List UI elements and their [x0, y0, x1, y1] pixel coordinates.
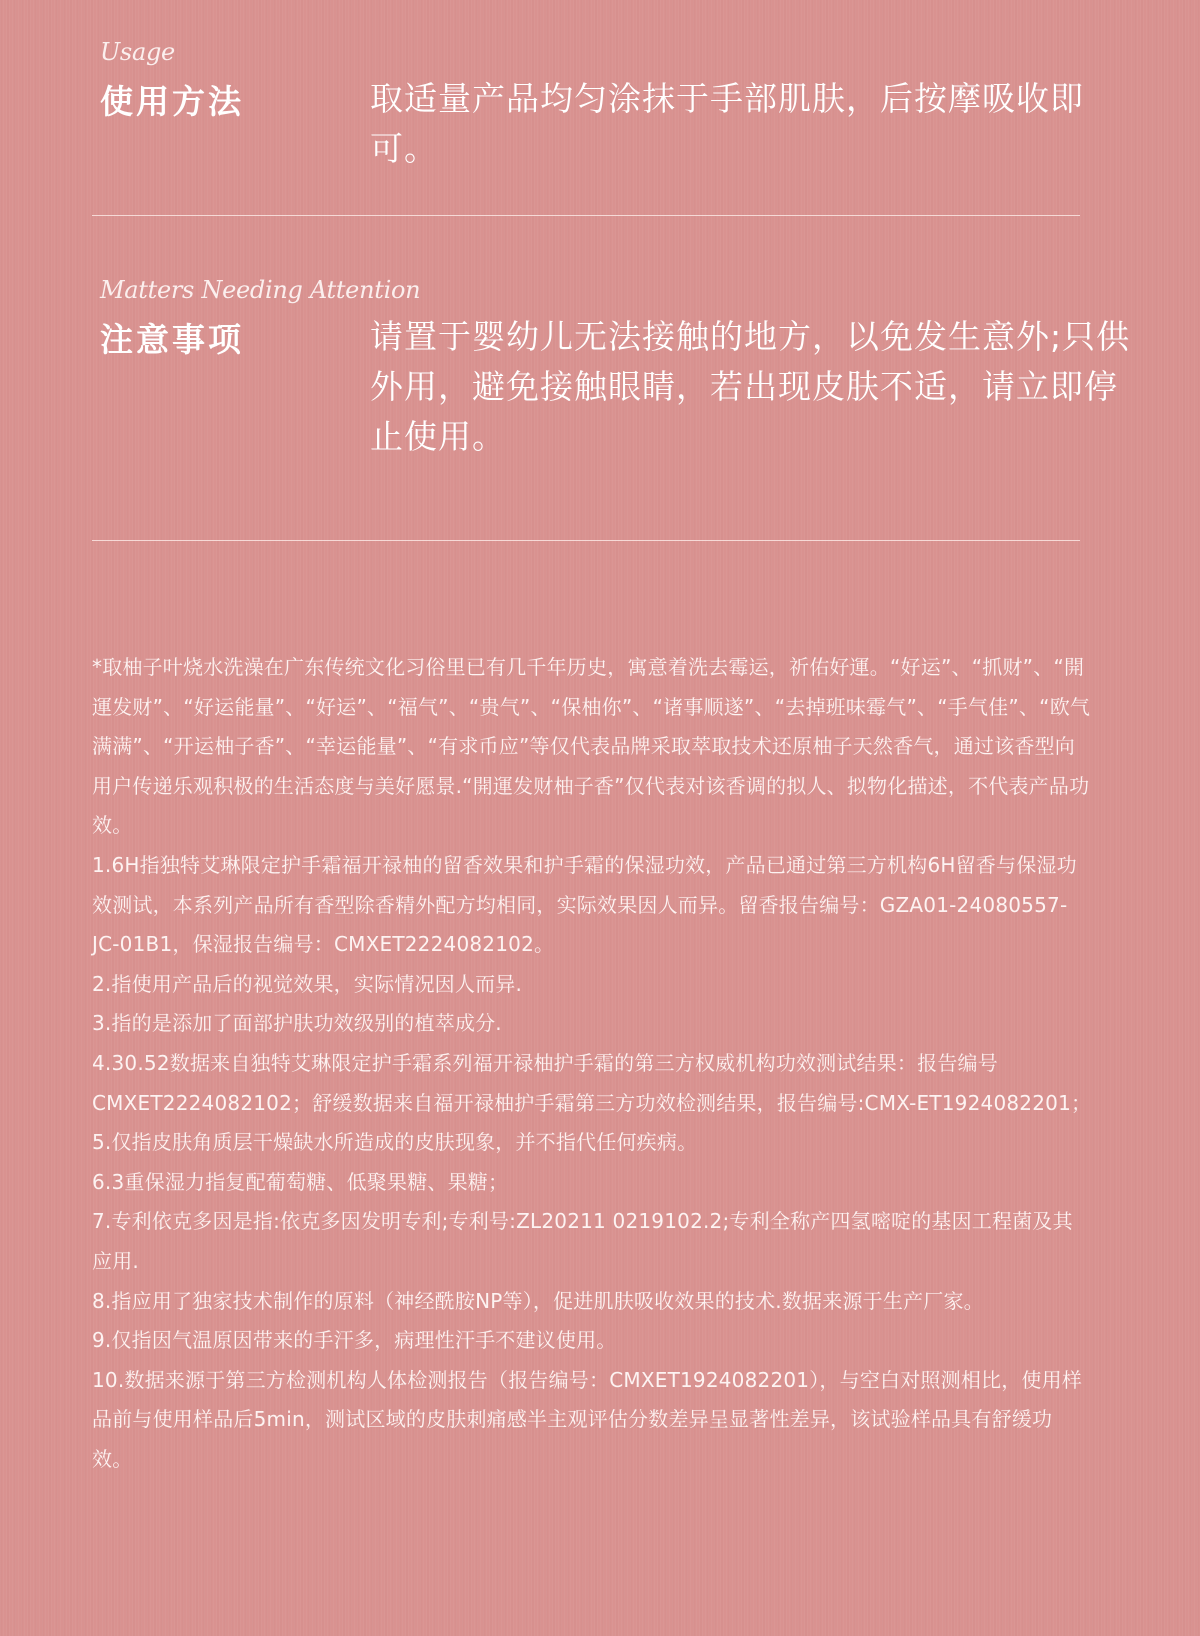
footnote-item: 5.仅指皮肤角质层干燥缺水所造成的皮肤现象，并不指代任何疾病。 — [92, 1130, 698, 1155]
footnotes — [92, 648, 1092, 1479]
usage-english-title: Usage — [100, 38, 175, 66]
footnote-item: 4.30.52数据来自独特艾琳限定护手霜系列福开禄柚护手霜的第三方权威机构功效测试结果：报告编号CMXET2224082102；舒缓数据来自福开禄柚护手霜第三方功效检测结果，报告编号:CMX-ET1924082201； — [92, 1050, 1092, 1115]
footnote-item: 1.6H指独特艾琳限定护手霜福开禄柚的留香效果和护手霜的保湿功效，产品已通过第三方机构6H留香与保湿功效测试，本系列产品所有香型除香精外配方均相同，实际效果因人而异。留香报告编号：GZA01-24080557-JC-01B1，保湿报告编号：CMXET2224082102。 — [92, 852, 1077, 957]
footnote-item: 2.指使用产品后的视觉效果，实际情况因人而异. — [92, 971, 523, 996]
attention-english-title: Matters Needing Attention — [100, 276, 421, 304]
footnote-item: 3.指的是添加了面部护肤功效级别的植萃成分. — [92, 1011, 502, 1036]
footnote-fragrance-disclaimer: *取柚子叶烧水洗澡在广东传统文化习俗里已有几千年历史，寓意着洗去霉运，祈佑好運。“好运”、“抓财”、“開運发财”、“好运能量”、“好运”、“福气”、“贵气”、“保柚你”、“诸事顺遂”、“去掉班味霉气”、“手气佳”、“欧气满满”、“开运柚子香”、“幸运能量”、“有求币应”等仅代表品牌采取萃取技术还原柚子天然香气，通过该香型向用户传递乐观积极的生活态度与美好愿景.“開運发财柚子香”仅代表对该香调的拟人、拟物化描述，不代表产品功效。 — [92, 655, 1091, 838]
attention-text: 请置于婴幼儿无法接触的地方，以免发生意外;只供外用，避免接触眼睛，若出现皮肤不适，请立即停止使用。 — [370, 317, 1131, 456]
footnote-item: 8.指应用了独家技术制作的原料（神经酰胺NP等），促进肌肤吸收效果的技术.数据来源于生产厂家。 — [92, 1288, 984, 1313]
footnote-item: 6.3重保湿力指复配葡萄糖、低聚果糖、果糖； — [92, 1169, 509, 1194]
section-divider — [92, 540, 1080, 541]
footnote-item: 7.专利依克多因是指:依克多因发明专利;专利号:ZL20211 0219102.2;专利全称产四氢嘧啶的基因工程菌及其应用. — [92, 1209, 1073, 1273]
usage-chinese-title: 使用方法 — [100, 82, 244, 121]
footnote-item: 9.仅指因气温原因带来的手汗多，病理性汗手不建议使用。 — [92, 1328, 617, 1353]
attention-chinese-title: 注意事项 — [100, 320, 244, 359]
footnote-item: 10.数据来源于第三方检测机构人体检测报告（报告编号：CMXET1924082201），与空白对照测相比，使用样品前与使用样品后5min，测试区域的皮肤刺痛感半主观评估分数差异呈显著性差异，该试验样品具有舒缓功效。 — [92, 1367, 1083, 1471]
section-divider — [92, 215, 1080, 216]
usage-text: 取适量产品均匀涂抹于手部肌肤，后按摩吸收即可。 — [370, 79, 1084, 168]
